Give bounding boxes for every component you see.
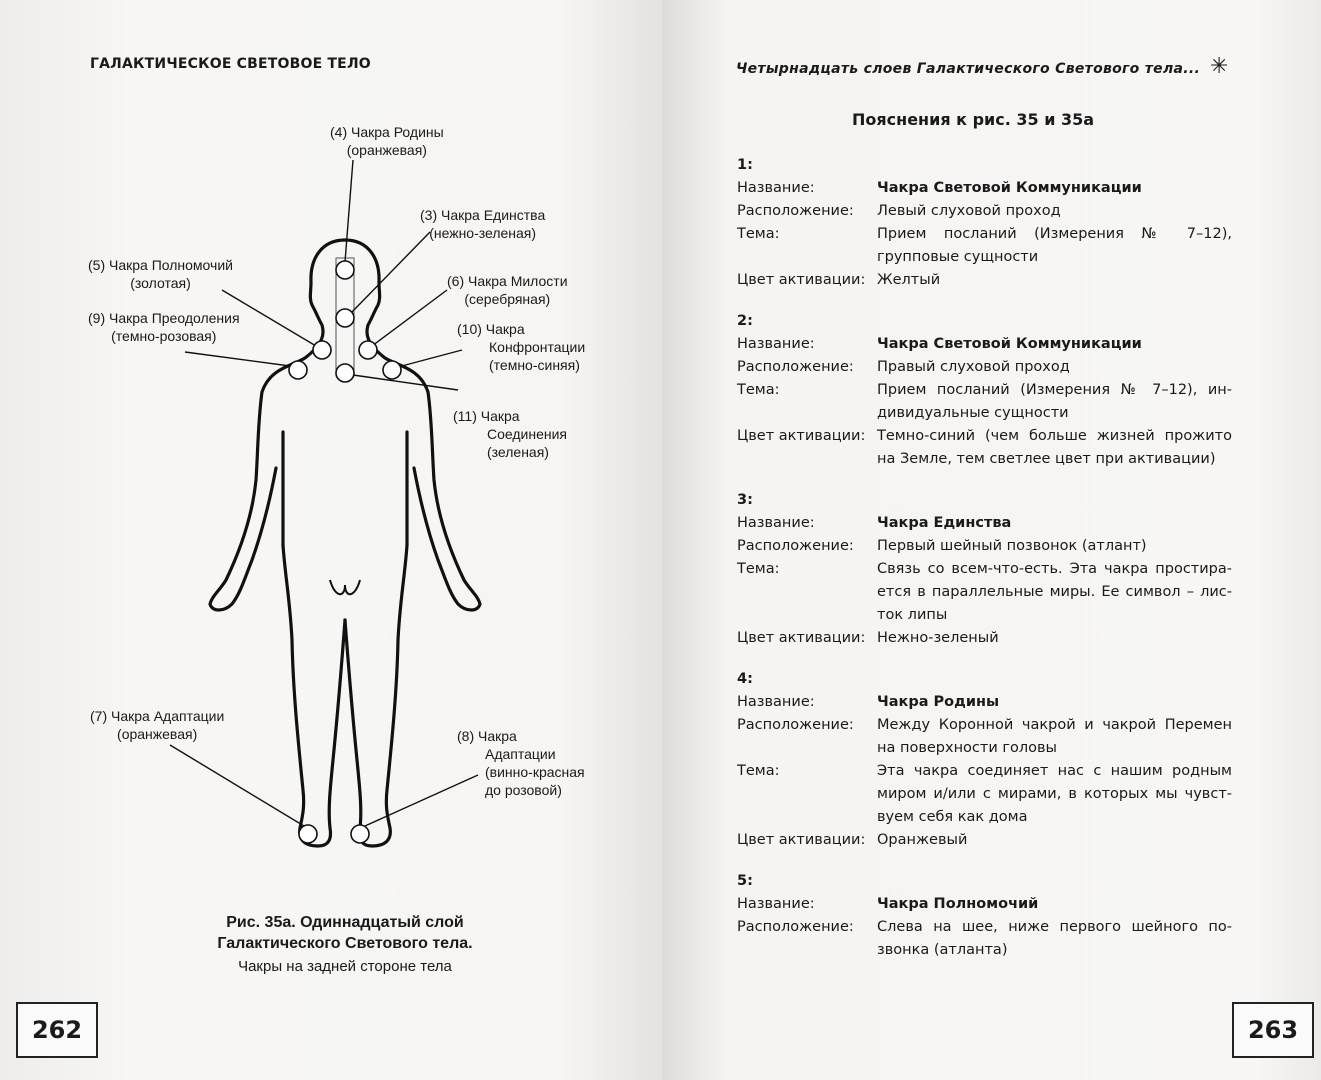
entry-row — [737, 714, 1237, 760]
page-number-left: 262 — [16, 1002, 98, 1058]
entry-row — [737, 627, 1237, 650]
entry-number: 4: — [737, 671, 753, 687]
field-value: Левый слуховой проход — [877, 203, 1061, 219]
field-value: Первый шейный позвонок (атлант) — [877, 538, 1147, 554]
field-label: Расположение: — [737, 203, 854, 219]
entry-number: 2: — [737, 313, 753, 329]
entry-row — [737, 829, 1237, 852]
field-value: Правый слуховой проход — [877, 359, 1070, 375]
running-head-right: Четырнадцать слоев Галактического Светового тела... — [736, 61, 1201, 77]
entry-row — [737, 558, 1237, 627]
field-value: Прием посланий (Измерения № 7–12), групповые сущности — [877, 226, 1232, 265]
entry-row — [737, 333, 1237, 356]
field-label: Цвет активации: — [737, 832, 866, 848]
field-label: Тема: — [737, 226, 780, 242]
chakra-entry — [737, 870, 1237, 962]
field-label: Тема: — [737, 382, 780, 398]
field-value: Темно-синий (чем больше жизней прожито на Земле, тем светлее цвет при активации) — [877, 428, 1232, 467]
chakra-point-10 — [383, 361, 401, 379]
field-value: Оранжевый — [877, 832, 968, 848]
field-value: Чакра Родины — [877, 694, 1000, 710]
field-value: Чакра Световой Коммуникации — [877, 336, 1142, 352]
chakra-point-7 — [299, 825, 317, 843]
label-chakra-9: (9) Чакра Преодоления (темно-розовая) — [88, 310, 240, 344]
entry-row — [737, 691, 1237, 714]
label-chakra-4: (4) Чакра Родины (оранжевая) — [330, 124, 444, 158]
field-label: Цвет активации: — [737, 428, 866, 444]
field-label: Расположение: — [737, 538, 854, 554]
entry-row — [737, 177, 1237, 200]
field-label: Цвет активации: — [737, 272, 866, 288]
entry-row — [737, 512, 1237, 535]
chakra-point-5 — [313, 341, 331, 359]
chakra-point-4 — [336, 261, 354, 279]
chakra-entry — [737, 310, 1237, 471]
field-label: Название: — [737, 896, 815, 912]
figure-subcaption: Чакры на задней стороне тела — [238, 958, 452, 975]
label-chakra-5: (5) Чакра Полномочий (золотая) — [88, 257, 233, 291]
entry-number: 1: — [737, 157, 753, 173]
field-label: Расположение: — [737, 717, 854, 733]
field-value: Желтый — [877, 272, 941, 288]
field-label: Название: — [737, 515, 815, 531]
field-label: Название: — [737, 694, 815, 710]
field-value: Чакра Единства — [877, 515, 1012, 531]
field-label: Цвет активации: — [737, 630, 866, 646]
chakra-points — [289, 261, 401, 843]
entry-row — [737, 760, 1237, 829]
entry-number: 5: — [737, 873, 753, 889]
chakra-entries — [737, 154, 1237, 980]
section-title: Пояснения к рис. 35 и 35а — [852, 110, 1095, 129]
running-head-left: ГАЛАКТИЧЕСКОЕ СВЕТОВОЕ ТЕЛО — [90, 56, 371, 72]
page-number-right: 263 — [1232, 1002, 1314, 1058]
label-chakra-6: (6) Чакра Милости (серебряная) — [447, 273, 568, 307]
label-chakra-11: (11) Чакра Соединения (зеленая) — [453, 408, 568, 460]
field-label: Название: — [737, 336, 815, 352]
field-value: Чакра Световой Коммуникации — [877, 180, 1142, 196]
entry-row — [737, 535, 1237, 558]
field-value: Прием посланий (Измерения № 7–12), индивидуальные сущности — [877, 382, 1232, 421]
label-chakra-3: (3) Чакра Единства (нежно-зеленая) — [420, 207, 546, 241]
label-chakra-8: (8) Чакра Адаптации (винно-красная до розовой) — [457, 728, 585, 798]
field-value: Между Коронной чакрой и чакрой Перемен на поверхности головы — [877, 717, 1232, 756]
field-label: Тема: — [737, 561, 780, 577]
chakra-point-9 — [289, 361, 307, 379]
field-value: Эта чакра соединяет нас с нашим родным миром и/или с мирами, в которых мы чувствуем себя как дома — [877, 763, 1232, 825]
entry-row — [737, 269, 1237, 292]
chakra-point-8 — [351, 825, 369, 843]
label-chakra-7: (7) Чакра Адаптации (оранжевая) — [90, 708, 225, 742]
field-value: Слева на шее, ниже первого шейного позвонка (атланта) — [877, 919, 1232, 958]
chakra-point-11 — [336, 364, 354, 382]
entry-row — [737, 425, 1237, 471]
right-page — [662, 0, 1321, 1080]
chakra-point-3 — [336, 309, 354, 327]
entry-row — [737, 356, 1237, 379]
entry-row — [737, 223, 1237, 269]
chakra-entry — [737, 668, 1237, 852]
chakra-entry — [737, 489, 1237, 650]
label-chakra-10: (10) Чакра Конфронтации (темно-синяя) — [457, 321, 586, 373]
chakra-entry — [737, 154, 1237, 292]
field-label: Расположение: — [737, 359, 854, 375]
field-label: Тема: — [737, 763, 780, 779]
figure-caption: Рис. 35а. Одиннадцатый слой Галактического Светового тела. — [217, 914, 473, 952]
field-value: Чакра Полномочий — [877, 896, 1039, 912]
entry-row — [737, 916, 1237, 962]
field-value: Связь со всем-что-есть. Эта чакра простирается в параллельные миры. Ее символ – листок липы — [877, 561, 1232, 623]
entry-number: 3: — [737, 492, 753, 508]
entry-row — [737, 379, 1237, 425]
field-label: Название: — [737, 180, 815, 196]
entry-row — [737, 893, 1237, 916]
asterisk-star-icon: ✳ — [1210, 54, 1229, 79]
chakra-point-6 — [359, 341, 377, 359]
field-value: Нежно-зеленый — [877, 630, 999, 646]
field-label: Расположение: — [737, 919, 854, 935]
entry-row — [737, 200, 1237, 223]
